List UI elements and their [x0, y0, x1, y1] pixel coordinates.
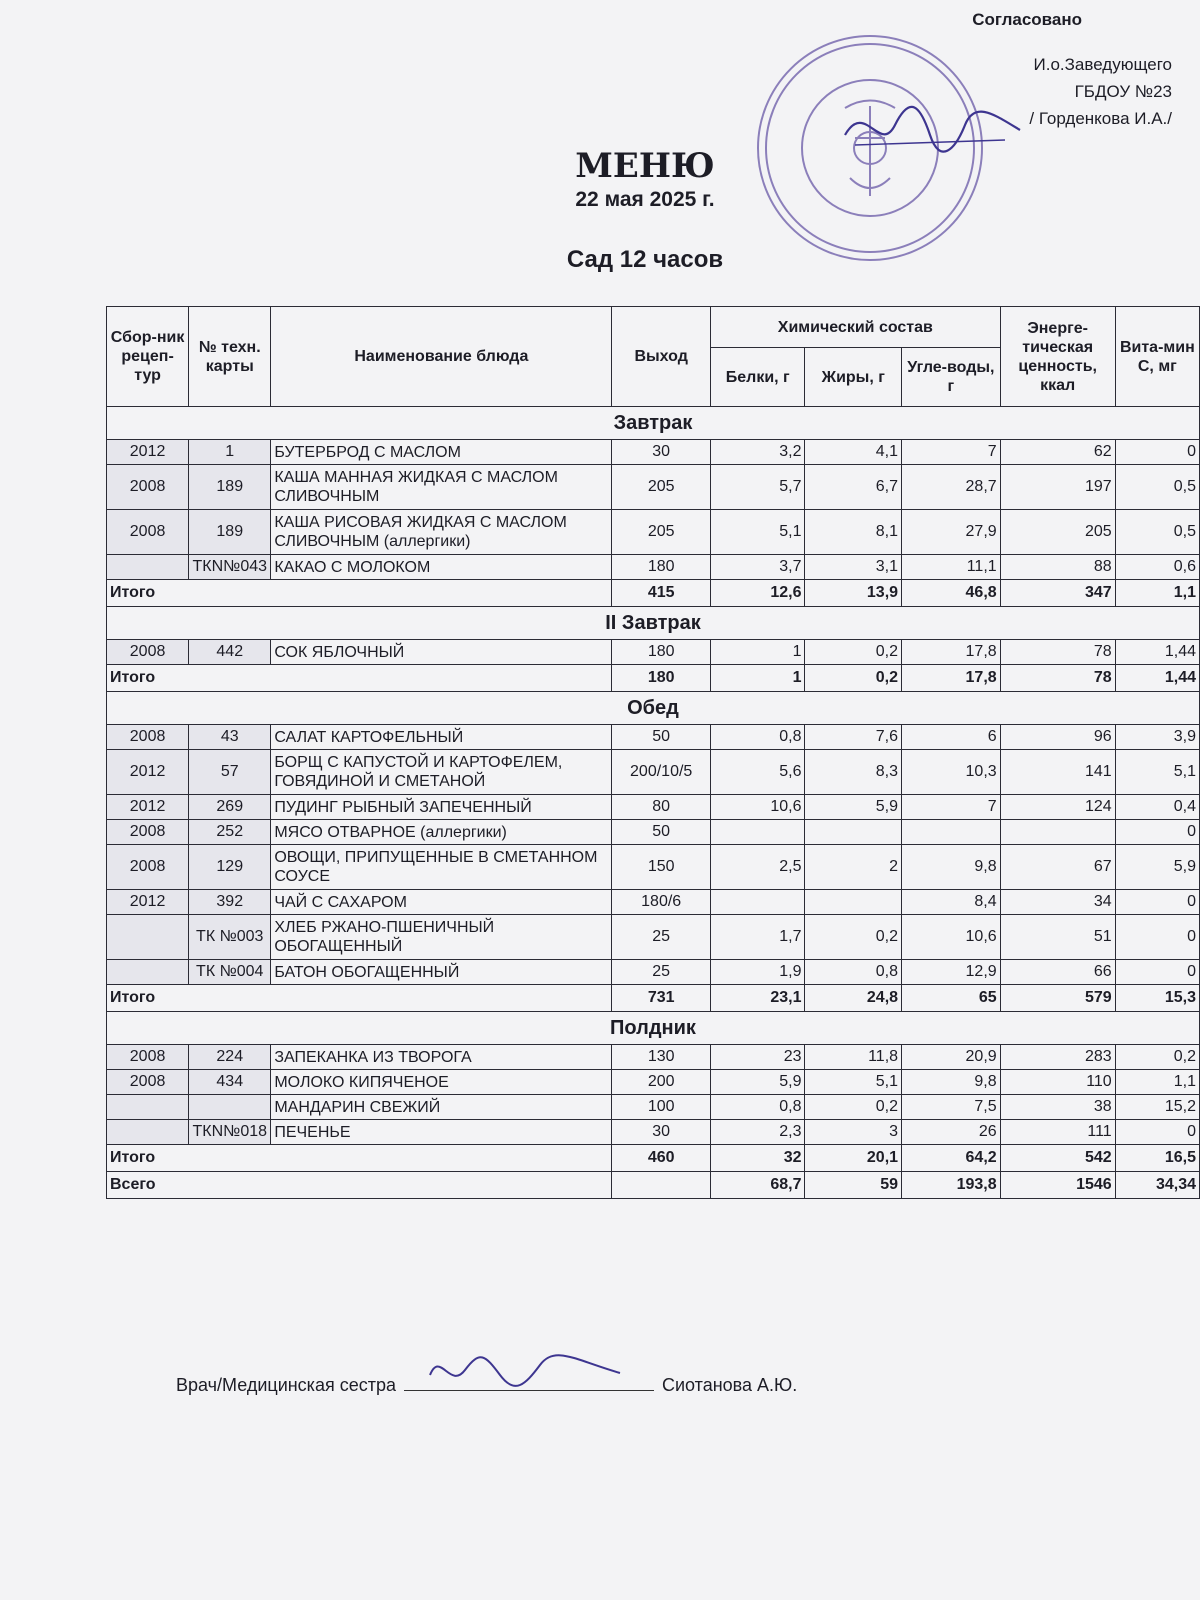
cell-b: 5,6	[710, 750, 805, 795]
cell-c: 0	[1115, 915, 1199, 960]
cell-out: 205	[612, 510, 711, 555]
cell-u: 26	[902, 1120, 1001, 1145]
cell-u: 17,8	[902, 640, 1001, 665]
cell-e: 197	[1000, 465, 1115, 510]
cell-card: ТКN№043	[189, 555, 271, 580]
grand-total-label: Всего	[107, 1172, 612, 1199]
approval-spacer	[972, 33, 1172, 51]
menu-shift: Сад 12 часов	[566, 246, 724, 273]
cell-out: 30	[612, 1120, 711, 1145]
cell-b: 1	[710, 640, 805, 665]
cell-year: 2008	[107, 510, 189, 555]
cell-b: 5,7	[710, 465, 805, 510]
cell-dish: ПУДИНГ РЫБНЫЙ ЗАПЕЧЕННЫЙ	[271, 795, 612, 820]
cell-b: 0,8	[710, 1095, 805, 1120]
table-row	[107, 640, 1200, 665]
cell-year: 2008	[107, 725, 189, 750]
total-out: 180	[612, 665, 711, 692]
cell-dish: БАТОН ОБОГАЩЕННЫЙ	[271, 960, 612, 985]
total-row	[107, 665, 1200, 692]
cell-j: 4,1	[805, 440, 902, 465]
cell-year	[107, 555, 189, 580]
cell-card: 189	[189, 465, 271, 510]
cell-dish: ОВОЩИ, ПРИПУЩЕННЫЕ В СМЕТАННОМ СОУСЕ	[271, 845, 612, 890]
header-card: № техн. карты	[189, 307, 271, 407]
cell-card: 442	[189, 640, 271, 665]
cell-u: 11,1	[902, 555, 1001, 580]
cell-b: 1,7	[710, 915, 805, 960]
cell-c: 0	[1115, 820, 1199, 845]
cell-e: 67	[1000, 845, 1115, 890]
cell-card: ТК №003	[189, 915, 271, 960]
cell-b: 5,1	[710, 510, 805, 555]
cell-u: 7	[902, 440, 1001, 465]
cell-c: 5,1	[1115, 750, 1199, 795]
cell-dish: СОК ЯБЛОЧНЫЙ	[271, 640, 612, 665]
cell-u: 10,6	[902, 915, 1001, 960]
total-row	[107, 985, 1200, 1012]
cell-j: 3,1	[805, 555, 902, 580]
total-row	[107, 580, 1200, 607]
cell-u: 6	[902, 725, 1001, 750]
cell-dish: МОЛОКО КИПЯЧЕНОЕ	[271, 1070, 612, 1095]
cell-b: 5,9	[710, 1070, 805, 1095]
cell-out: 50	[612, 725, 711, 750]
total-c: 15,3	[1115, 985, 1199, 1012]
cell-c: 1,44	[1115, 640, 1199, 665]
total-label: Итого	[107, 985, 612, 1012]
cell-out: 30	[612, 440, 711, 465]
total-e: 579	[1000, 985, 1115, 1012]
cell-card: 392	[189, 890, 271, 915]
cell-j: 0,2	[805, 1095, 902, 1120]
section-title: Завтрак	[107, 407, 1200, 440]
table-row	[107, 1070, 1200, 1095]
table-row	[107, 725, 1200, 750]
cell-b	[710, 890, 805, 915]
cell-e: 66	[1000, 960, 1115, 985]
cell-year: 2008	[107, 845, 189, 890]
total-u: 65	[902, 985, 1001, 1012]
table-row	[107, 750, 1200, 795]
cell-e: 124	[1000, 795, 1115, 820]
total-b: 1	[710, 665, 805, 692]
cell-dish: ПЕЧЕНЬЕ	[271, 1120, 612, 1145]
cell-u: 28,7	[902, 465, 1001, 510]
section-header-row	[107, 1012, 1200, 1045]
cell-card: 43	[189, 725, 271, 750]
total-label: Итого	[107, 580, 612, 607]
cell-year	[107, 960, 189, 985]
cell-j: 5,1	[805, 1070, 902, 1095]
total-u: 17,8	[902, 665, 1001, 692]
cell-b: 3,7	[710, 555, 805, 580]
section-title: Обед	[107, 692, 1200, 725]
cell-card: 252	[189, 820, 271, 845]
cell-card: 269	[189, 795, 271, 820]
cell-e: 283	[1000, 1045, 1115, 1070]
table-row	[107, 1045, 1200, 1070]
cell-b: 2,5	[710, 845, 805, 890]
cell-e: 141	[1000, 750, 1115, 795]
cell-j: 7,6	[805, 725, 902, 750]
total-b: 23,1	[710, 985, 805, 1012]
grand-total-out	[612, 1172, 711, 1199]
cell-j: 5,9	[805, 795, 902, 820]
cell-j: 8,1	[805, 510, 902, 555]
cell-b: 1,9	[710, 960, 805, 985]
header-fat: Жиры, г	[805, 348, 902, 407]
header-yield: Выход	[612, 307, 711, 407]
cell-c: 5,9	[1115, 845, 1199, 890]
table-row	[107, 960, 1200, 985]
cell-e: 78	[1000, 640, 1115, 665]
table-row	[107, 1095, 1200, 1120]
cell-year: 2008	[107, 640, 189, 665]
cell-c: 0,5	[1115, 465, 1199, 510]
cell-out: 205	[612, 465, 711, 510]
cell-out: 180/6	[612, 890, 711, 915]
cell-b: 3,2	[710, 440, 805, 465]
cell-dish: ЗАПЕКАНКА ИЗ ТВОРОГА	[271, 1045, 612, 1070]
total-c: 16,5	[1115, 1145, 1199, 1172]
cell-j: 2	[805, 845, 902, 890]
cell-dish: ХЛЕБ РЖАНО-ПШЕНИЧНЫЙ ОБОГАЩЕННЫЙ	[271, 915, 612, 960]
section-header-row	[107, 407, 1200, 440]
cell-out: 200	[612, 1070, 711, 1095]
grand-total-b: 68,7	[710, 1172, 805, 1199]
cell-card: 57	[189, 750, 271, 795]
cell-dish: МЯСО ОТВАРНОЕ (аллергики)	[271, 820, 612, 845]
table-row	[107, 795, 1200, 820]
total-u: 64,2	[902, 1145, 1001, 1172]
cell-j	[805, 890, 902, 915]
cell-year: 2008	[107, 820, 189, 845]
cell-e: 205	[1000, 510, 1115, 555]
section-header-row	[107, 692, 1200, 725]
cell-e: 38	[1000, 1095, 1115, 1120]
page-title: МЕНЮ	[575, 146, 715, 186]
table-row	[107, 510, 1200, 555]
cell-c: 15,2	[1115, 1095, 1199, 1120]
header-energy: Энерге-тическая ценность, ккал	[1000, 307, 1115, 407]
nurse-signature-icon	[425, 1345, 625, 1395]
grand-total-e: 1546	[1000, 1172, 1115, 1199]
cell-year: 2008	[107, 1070, 189, 1095]
total-out: 460	[612, 1145, 711, 1172]
total-j: 24,8	[805, 985, 902, 1012]
cell-c: 0	[1115, 960, 1199, 985]
approval-role: И.о.Заведующего	[1033, 55, 1172, 74]
cell-year	[107, 915, 189, 960]
total-label: Итого	[107, 1145, 612, 1172]
grand-total-j: 59	[805, 1172, 902, 1199]
cell-b	[710, 820, 805, 845]
cell-j: 0,2	[805, 640, 902, 665]
cell-c: 0,2	[1115, 1045, 1199, 1070]
cell-u: 20,9	[902, 1045, 1001, 1070]
table-row	[107, 465, 1200, 510]
cell-card: ТКN№018	[189, 1120, 271, 1145]
total-j: 13,9	[805, 580, 902, 607]
cell-out: 80	[612, 795, 711, 820]
cell-j: 3	[805, 1120, 902, 1145]
table-row	[107, 555, 1200, 580]
cell-out: 150	[612, 845, 711, 890]
total-j: 20,1	[805, 1145, 902, 1172]
cell-year: 2012	[107, 440, 189, 465]
table-row	[107, 820, 1200, 845]
cell-year	[107, 1095, 189, 1120]
cell-b: 23	[710, 1045, 805, 1070]
table-row	[107, 1120, 1200, 1145]
section-title: II Завтрак	[107, 607, 1200, 640]
total-c: 1,44	[1115, 665, 1199, 692]
cell-out: 50	[612, 820, 711, 845]
cell-year: 2012	[107, 795, 189, 820]
cell-out: 180	[612, 640, 711, 665]
cell-year: 2012	[107, 750, 189, 795]
cell-e: 34	[1000, 890, 1115, 915]
table-row	[107, 890, 1200, 915]
total-c: 1,1	[1115, 580, 1199, 607]
menu-table	[106, 306, 1200, 1199]
cell-dish: КАКАО С МОЛОКОМ	[271, 555, 612, 580]
cell-u: 9,8	[902, 845, 1001, 890]
total-e: 542	[1000, 1145, 1115, 1172]
header-collection: Сбор-ник рецеп-тур	[107, 307, 189, 407]
cell-e: 96	[1000, 725, 1115, 750]
cell-j: 8,3	[805, 750, 902, 795]
cell-c: 0,5	[1115, 510, 1199, 555]
cell-year: 2008	[107, 465, 189, 510]
header-vitamin: Вита-мин С, мг	[1115, 307, 1199, 407]
cell-out: 130	[612, 1045, 711, 1070]
cell-b: 2,3	[710, 1120, 805, 1145]
approval-heading: Согласовано	[972, 10, 1082, 29]
cell-e: 62	[1000, 440, 1115, 465]
approval-name: / Горденкова И.А./	[1029, 109, 1172, 128]
cell-e: 110	[1000, 1070, 1115, 1095]
table-row	[107, 915, 1200, 960]
cell-u: 8,4	[902, 890, 1001, 915]
cell-u: 7	[902, 795, 1001, 820]
cell-card: 224	[189, 1045, 271, 1070]
cell-dish: БУТЕРБРОД С МАСЛОМ	[271, 440, 612, 465]
cell-out: 180	[612, 555, 711, 580]
header-chem: Химический состав	[710, 307, 1000, 348]
table-header	[107, 307, 1200, 407]
cell-b: 10,6	[710, 795, 805, 820]
cell-card: ТК №004	[189, 960, 271, 985]
total-e: 78	[1000, 665, 1115, 692]
menu-date: 22 мая 2025 г.	[575, 188, 715, 211]
total-out: 415	[612, 580, 711, 607]
grand-total-u: 193,8	[902, 1172, 1001, 1199]
section-title: Полдник	[107, 1012, 1200, 1045]
cell-e: 51	[1000, 915, 1115, 960]
cell-j	[805, 820, 902, 845]
cell-dish: САЛАТ КАРТОФЕЛЬНЫЙ	[271, 725, 612, 750]
header-carbs: Угле-воды, г	[902, 348, 1001, 407]
cell-u: 27,9	[902, 510, 1001, 555]
cell-dish: КАША РИСОВАЯ ЖИДКАЯ С МАСЛОМ СЛИВОЧНЫМ (аллергики)	[271, 510, 612, 555]
cell-dish: КАША МАННАЯ ЖИДКАЯ С МАСЛОМ СЛИВОЧНЫМ	[271, 465, 612, 510]
cell-out: 100	[612, 1095, 711, 1120]
cell-b: 0,8	[710, 725, 805, 750]
footer-role: Врач/Медицинская сестра	[176, 1375, 396, 1395]
section-header-row	[107, 607, 1200, 640]
cell-c: 1,1	[1115, 1070, 1199, 1095]
cell-card: 434	[189, 1070, 271, 1095]
total-j: 0,2	[805, 665, 902, 692]
cell-u	[902, 820, 1001, 845]
cell-card: 189	[189, 510, 271, 555]
cell-j: 6,7	[805, 465, 902, 510]
cell-j: 11,8	[805, 1045, 902, 1070]
total-e: 347	[1000, 580, 1115, 607]
footer-name: Сиотанова А.Ю.	[662, 1375, 798, 1395]
total-out: 731	[612, 985, 711, 1012]
cell-dish: МАНДАРИН СВЕЖИЙ	[271, 1095, 612, 1120]
total-b: 32	[710, 1145, 805, 1172]
total-u: 46,8	[902, 580, 1001, 607]
cell-e: 111	[1000, 1120, 1115, 1145]
cell-c: 0,4	[1115, 795, 1199, 820]
cell-u: 7,5	[902, 1095, 1001, 1120]
header-protein: Белки, г	[710, 348, 805, 407]
cell-u: 12,9	[902, 960, 1001, 985]
cell-e: 88	[1000, 555, 1115, 580]
table-body	[107, 407, 1200, 1199]
cell-out: 25	[612, 960, 711, 985]
cell-out: 25	[612, 915, 711, 960]
cell-dish: БОРЩ С КАПУСТОЙ И КАРТОФЕЛЕМ, ГОВЯДИНОЙ И СМЕТАНОЙ	[271, 750, 612, 795]
grand-total-c: 34,34	[1115, 1172, 1199, 1199]
cell-e	[1000, 820, 1115, 845]
cell-c: 0	[1115, 1120, 1199, 1145]
total-label: Итого	[107, 665, 612, 692]
cell-u: 9,8	[902, 1070, 1001, 1095]
header-dish: Наименование блюда	[271, 307, 612, 407]
cell-year: 2012	[107, 890, 189, 915]
cell-dish: ЧАЙ С САХАРОМ	[271, 890, 612, 915]
cell-c: 0,6	[1115, 555, 1199, 580]
cell-j: 0,2	[805, 915, 902, 960]
total-row	[107, 1145, 1200, 1172]
cell-c: 0	[1115, 440, 1199, 465]
cell-j: 0,8	[805, 960, 902, 985]
cell-u: 10,3	[902, 750, 1001, 795]
cell-card: 129	[189, 845, 271, 890]
cell-out: 200/10/5	[612, 750, 711, 795]
cell-year	[107, 1120, 189, 1145]
cell-year: 2008	[107, 1045, 189, 1070]
table-row	[107, 440, 1200, 465]
cell-c: 3,9	[1115, 725, 1199, 750]
cell-c: 0	[1115, 890, 1199, 915]
grand-total-row	[107, 1172, 1200, 1199]
cell-card	[189, 1095, 271, 1120]
approval-org: ГБДОУ №23	[1074, 82, 1172, 101]
total-b: 12,6	[710, 580, 805, 607]
table-row	[107, 845, 1200, 890]
cell-card: 1	[189, 440, 271, 465]
